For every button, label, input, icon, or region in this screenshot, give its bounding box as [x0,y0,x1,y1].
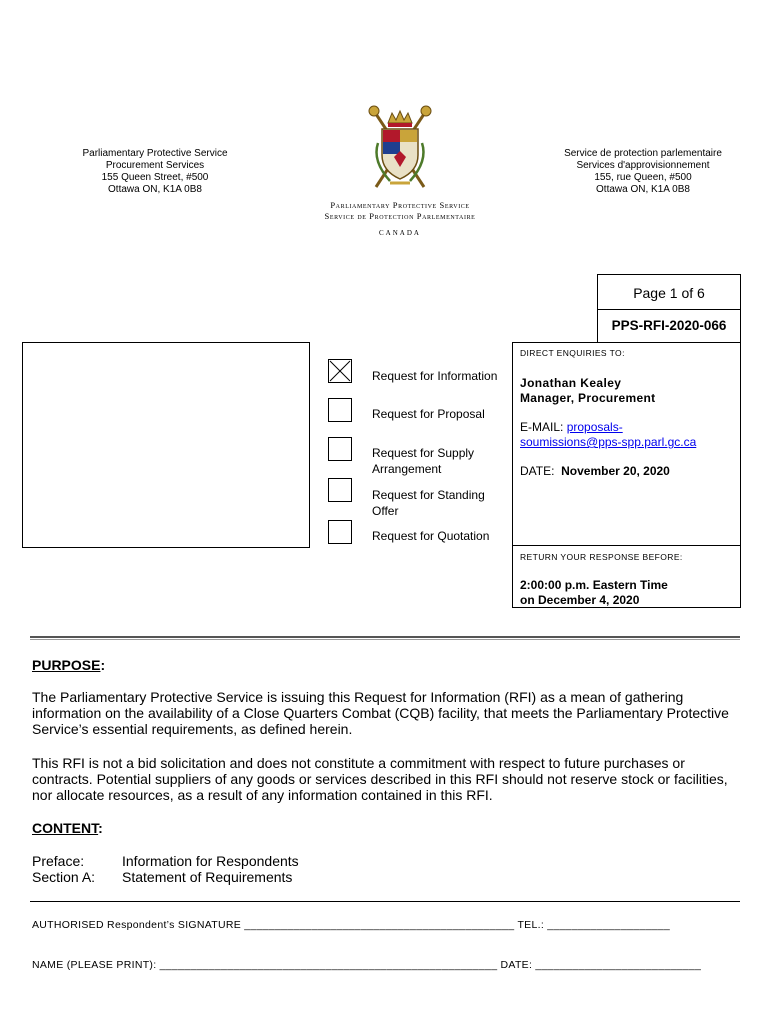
english-address [60,148,250,196]
return-time: 2:00:00 p.m. Eastern Time [520,578,668,592]
crest-line-en: Parliamentary Protective Service [330,200,470,210]
address-line: 155, rue Queen, #500 [594,172,692,183]
address-line: Service de protection parlementaire [564,148,722,159]
checkbox-label: Request for Information [372,369,498,383]
address-line: Procurement Services [105,160,205,171]
checkmark-x-icon [329,360,351,382]
date-label: DATE: [520,464,555,478]
checkbox-label: Request for Supply Arrangement [372,446,475,476]
page-number-box [597,274,741,310]
crest-line-canada: CANADA [379,229,421,237]
checkbox-rfp[interactable] [328,398,352,422]
contact-name: Jonathan Kealey [520,376,622,390]
page-number: Page 1 of 6 [633,285,705,301]
checkbox-rfi[interactable] [328,359,352,383]
content-list [32,853,432,885]
contact-title: Manager, Procurement [520,391,656,405]
list-item [32,853,432,869]
crest-line-fr: Service de Protection Parlementaire [324,211,476,221]
crest-logo [360,103,440,195]
address-line: Ottawa ON, K1A 0B8 [108,184,202,195]
purpose-heading [32,657,105,675]
reference-number: PPS-RFI-2020-066 [611,318,727,333]
reference-box [597,309,741,343]
return-heading: RETURN YOUR RESPONSE BEFORE: [520,552,683,562]
signature-divider [30,901,740,902]
purpose-paragraph-2: This RFI is not a bid solicitation and does not constitute a commitment with respect to future purchases or contracts. Potential suppliers of any goods or services described in this RFI should not reserve stock or facilities, nor allocate resources, as a result of any information contained in this RFI. [32,755,728,803]
respondent-address-box [22,342,310,548]
content-value: Information for Respondents [122,853,299,869]
address-line: Services d'approvisionnement [576,160,710,171]
checkbox-rfq[interactable] [328,520,352,544]
return-box [512,545,741,608]
checkbox-label: Request for Proposal [372,407,485,421]
email-link[interactable]: soumissions@pps-spp.parl.gc.ca [520,435,697,449]
list-item [32,869,432,885]
purpose-title: PURPOSE [32,657,101,673]
checkbox-rfsa[interactable] [328,437,352,461]
name-line[interactable]: NAME (PLEASE PRINT): _______________________________________________________ DATE: ___________________________ [32,959,702,971]
content-value: Statement of Requirements [122,869,293,885]
content-label: Section A: [32,869,96,885]
content-label: Preface: [32,853,85,869]
french-address [548,148,738,196]
date-block [520,464,670,479]
enquiries-heading: DIRECT ENQUIRIES TO: [520,348,625,358]
purpose-colon: : [100,657,106,673]
content-colon: : [98,820,103,836]
section-divider [30,636,740,640]
checkbox-label: Request for Quotation [372,529,490,543]
email-label: E-MAIL: [520,420,564,434]
content-heading [32,820,103,838]
address-line: 155 Queen Street, #500 [101,172,209,183]
crest-icon [360,103,440,195]
content-title: CONTENT [32,820,99,836]
checkbox-rfso[interactable] [328,478,352,502]
email-link[interactable]: proposals- [566,420,623,434]
address-line: Ottawa ON, K1A 0B8 [596,184,690,195]
date-value: November 20, 2020 [561,464,670,478]
email-block [520,420,740,450]
return-date: on December 4, 2020 [520,593,640,607]
purpose-paragraph-1: The Parliamentary Protective Service is issuing this Request for Information (RFI) as a mean of gathering information on the availability of a Close Quarters Combat (CQB) facility, that meets the Parliamentary Protective Service’s essential requirements, as defined herein. [32,689,729,737]
checkbox-label: Request for Standing Offer [372,488,485,518]
address-line: Parliamentary Protective Service [82,148,228,159]
crest-caption [300,200,500,239]
signature-line[interactable]: AUTHORISED Respondent’s SIGNATURE ____________________________________________ TEL.: ____________________ [32,919,671,931]
enquiries-box [512,342,741,546]
